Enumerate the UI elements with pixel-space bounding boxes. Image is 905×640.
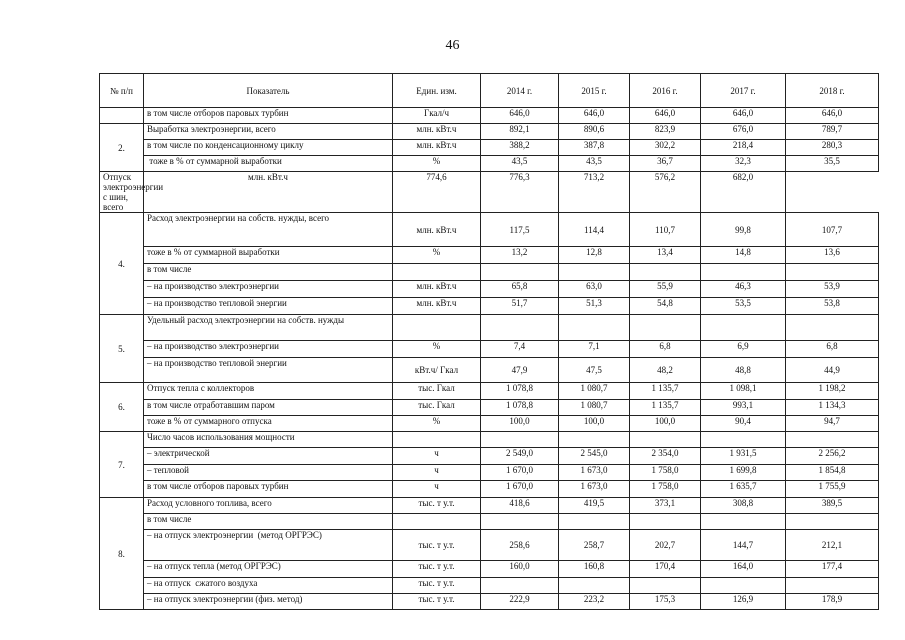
unit-cell: млн. кВт.ч (393, 124, 481, 140)
value-cell: 107,7 (786, 213, 879, 247)
value-cell: 94,7 (786, 416, 879, 432)
value-cell: 1 931,5 (701, 448, 786, 465)
indicators-table (99, 73, 879, 610)
value-cell: 1 758,0 (630, 465, 701, 481)
value-cell: 302,2 (630, 140, 701, 156)
row-number-cell: 2. (100, 124, 144, 172)
value-cell: 44,9 (786, 358, 879, 383)
header-year: 2016 г. (630, 74, 701, 108)
value-cell: 32,3 (701, 156, 786, 172)
value-cell: 1 078,8 (481, 383, 559, 400)
value-cell: 1 758,0 (630, 481, 701, 498)
unit-cell: % (393, 341, 481, 358)
table-row (100, 156, 879, 172)
value-cell: 6,8 (630, 341, 701, 358)
unit-cell: % (393, 156, 481, 172)
value-cell: 676,0 (701, 124, 786, 140)
unit-cell: млн. кВт.ч (393, 281, 481, 298)
unit-cell: ч (393, 448, 481, 465)
indicator-cell: тоже в % от суммарной выработки (144, 156, 393, 172)
value-cell: 308,8 (701, 498, 786, 514)
value-cell: 47,5 (559, 358, 630, 383)
value-cell (786, 315, 879, 341)
table-row (100, 358, 879, 383)
header-year: 2014 г. (481, 74, 559, 108)
indicator-cell: – на производство электроэнергии (144, 281, 393, 298)
value-cell (786, 264, 879, 281)
value-cell: 164,0 (701, 561, 786, 578)
value-cell (701, 514, 786, 530)
table-row (100, 281, 879, 298)
value-cell: 1 854,8 (786, 465, 879, 481)
table-row (100, 481, 879, 498)
value-cell: 114,4 (559, 213, 630, 247)
value-cell: 110,7 (630, 213, 701, 247)
unit-cell (393, 514, 481, 530)
table-row (100, 341, 879, 358)
value-cell: 7,1 (559, 341, 630, 358)
value-cell: 117,5 (481, 213, 559, 247)
value-cell: 90,4 (701, 416, 786, 432)
value-cell: 223,2 (559, 594, 630, 610)
value-cell: 7,4 (481, 341, 559, 358)
header-year: 2015 г. (559, 74, 630, 108)
value-cell: 1 080,7 (559, 400, 630, 416)
value-cell: 36,7 (630, 156, 701, 172)
value-cell (701, 578, 786, 594)
value-cell (481, 315, 559, 341)
value-cell: 99,8 (701, 213, 786, 247)
indicator-cell: – на отпуск сжатого воздуха (144, 578, 393, 594)
value-cell: 1 098,1 (701, 383, 786, 400)
value-cell: 1 635,7 (701, 481, 786, 498)
value-cell: 1 078,8 (481, 400, 559, 416)
value-cell: 2 549,0 (481, 448, 559, 465)
value-cell (786, 432, 879, 448)
value-cell: 13,6 (786, 247, 879, 264)
value-cell: 100,0 (481, 416, 559, 432)
value-cell: 13,2 (481, 247, 559, 264)
value-cell: 1 198,2 (786, 383, 879, 400)
value-cell: 51,7 (481, 298, 559, 315)
value-cell: 258,6 (481, 530, 559, 561)
table-row (100, 530, 879, 561)
value-cell: 51,3 (559, 298, 630, 315)
unit-cell: тыс. т у.т. (393, 578, 481, 594)
value-cell: 646,0 (559, 108, 630, 124)
table-body (100, 108, 879, 610)
value-cell: 1 080,7 (559, 383, 630, 400)
value-cell: 35,5 (786, 156, 879, 172)
unit-cell: % (393, 247, 481, 264)
value-cell: 280,3 (786, 140, 879, 156)
value-cell (481, 578, 559, 594)
value-cell (630, 315, 701, 341)
value-cell (559, 514, 630, 530)
indicator-cell: в том числе отборов паровых турбин (144, 481, 393, 498)
value-cell: 46,3 (701, 281, 786, 298)
table-row (100, 400, 879, 416)
table-row (100, 416, 879, 432)
unit-cell: млн. кВт.ч (393, 213, 481, 247)
table-row (100, 140, 879, 156)
unit-cell: млн. кВт.ч (393, 298, 481, 315)
value-cell: 14,8 (701, 247, 786, 264)
value-cell: 258,7 (559, 530, 630, 561)
indicator-cell: тоже в % от суммарной выработки (144, 247, 393, 264)
unit-cell: тыс. т у.т. (393, 498, 481, 514)
value-cell (630, 264, 701, 281)
indicator-cell: в том числе отборов паровых турбин (144, 108, 393, 124)
value-cell: 55,9 (630, 281, 701, 298)
value-cell: 774,6 (393, 172, 481, 213)
value-cell (701, 264, 786, 281)
value-cell: 646,0 (701, 108, 786, 124)
indicator-cell: в том числе (144, 514, 393, 530)
indicator-cell: Расход условного топлива, всего (144, 498, 393, 514)
value-cell: 1 673,0 (559, 465, 630, 481)
value-cell: 177,4 (786, 561, 879, 578)
value-cell: 389,5 (786, 498, 879, 514)
value-cell: 53,8 (786, 298, 879, 315)
unit-cell: млн. кВт.ч (393, 140, 481, 156)
table-row (100, 514, 879, 530)
value-cell: 418,6 (481, 498, 559, 514)
row-number-cell (100, 108, 144, 124)
value-cell: 1 699,8 (701, 465, 786, 481)
row-number-cell: 7. (100, 432, 144, 498)
value-cell (481, 432, 559, 448)
value-cell: 48,2 (630, 358, 701, 383)
value-cell: 222,9 (481, 594, 559, 610)
header-indicator: Показатель (144, 74, 393, 108)
value-cell: 6,9 (701, 341, 786, 358)
indicator-cell: в том числе отработавшим паром (144, 400, 393, 416)
value-cell: 993,1 (701, 400, 786, 416)
value-cell (701, 432, 786, 448)
value-cell: 126,9 (701, 594, 786, 610)
table-row (100, 264, 879, 281)
indicator-cell (144, 315, 393, 341)
value-cell (559, 578, 630, 594)
header-num: № п/п (100, 74, 144, 108)
value-cell (481, 264, 559, 281)
value-cell: 48,8 (701, 358, 786, 383)
value-cell (559, 264, 630, 281)
table-row (100, 465, 879, 481)
value-cell: 646,0 (481, 108, 559, 124)
value-cell (630, 432, 701, 448)
table-row (100, 383, 879, 400)
value-cell: 387,8 (559, 140, 630, 156)
row-number-cell: 5. (100, 315, 144, 383)
unit-cell: тыс. Гкал (393, 383, 481, 400)
indicator-cell: Расход электроэнергии на собств. нужды, всего (144, 213, 393, 247)
row-number-cell: 6. (100, 383, 144, 432)
value-cell: 1 134,3 (786, 400, 879, 416)
indicator-cell: в том числе по конденсационному циклу (144, 140, 393, 156)
value-cell: 646,0 (786, 108, 879, 124)
table-row (100, 578, 879, 594)
value-cell: 144,7 (701, 530, 786, 561)
table-row (100, 498, 879, 514)
value-cell: 2 354,0 (630, 448, 701, 465)
indicator-cell: Выработка электроэнергии, всего (144, 124, 393, 140)
value-cell: 54,8 (630, 298, 701, 315)
value-cell: 100,0 (630, 416, 701, 432)
value-cell: 2 545,0 (559, 448, 630, 465)
indicator-cell: – на производство электроэнергии (144, 341, 393, 358)
value-cell: 1 673,0 (559, 481, 630, 498)
unit-cell: Гкал/ч (393, 108, 481, 124)
unit-cell: тыс. т у.т. (393, 530, 481, 561)
indicator-cell: в том числе (144, 264, 393, 281)
indicator-cell: – на отпуск электроэнергии (метод ОРГРЭС) (144, 530, 393, 561)
value-cell: 175,3 (630, 594, 701, 610)
value-cell: 63,0 (559, 281, 630, 298)
table-row (100, 432, 879, 448)
value-cell: 160,0 (481, 561, 559, 578)
table-row (100, 108, 879, 124)
indicator-text: Удельный расход электроэнергии на собств. нужды (147, 315, 345, 325)
table-row (100, 298, 879, 315)
value-cell (701, 315, 786, 341)
unit-cell: млн. кВт.ч (144, 172, 393, 213)
value-cell: 789,7 (786, 124, 879, 140)
value-cell: 2 256,2 (786, 448, 879, 465)
value-cell: 218,4 (701, 140, 786, 156)
value-cell: 776,3 (481, 172, 559, 213)
unit-cell: % (393, 416, 481, 432)
indicator-cell: Отпуск тепла с коллекторов (144, 383, 393, 400)
unit-cell: тыс. т у.т. (393, 594, 481, 610)
table-row (100, 561, 879, 578)
row-number-cell: 8. (100, 498, 144, 610)
value-cell (559, 432, 630, 448)
value-cell: 178,9 (786, 594, 879, 610)
unit-cell: тыс. т у.т. (393, 561, 481, 578)
value-cell: 212,1 (786, 530, 879, 561)
table-row (100, 448, 879, 465)
value-cell: 100,0 (559, 416, 630, 432)
header-year: 2018 г. (786, 74, 879, 108)
unit-cell: тыс. Гкал (393, 400, 481, 416)
indicator-cell: – на отпуск электроэнергии (физ. метод) (144, 594, 393, 610)
indicator-cell: – на отпуск тепла (метод ОРГРЭС) (144, 561, 393, 578)
table-row (100, 124, 879, 140)
value-cell: 388,2 (481, 140, 559, 156)
value-cell: 43,5 (559, 156, 630, 172)
unit-cell (393, 432, 481, 448)
value-cell: 890,6 (559, 124, 630, 140)
row-number-cell: 4. (100, 213, 144, 315)
page-number: 46 (445, 38, 460, 53)
value-cell: 65,8 (481, 281, 559, 298)
unit-cell: кВт.ч/ Гкал (393, 358, 481, 383)
indicator-cell: – электрической (144, 448, 393, 465)
value-cell (630, 578, 701, 594)
value-cell: 47,9 (481, 358, 559, 383)
value-cell: 160,8 (559, 561, 630, 578)
table-row (100, 315, 879, 341)
value-cell: 1 670,0 (481, 481, 559, 498)
unit-cell (393, 315, 481, 341)
value-cell: 1 755,9 (786, 481, 879, 498)
value-cell: 646,0 (630, 108, 701, 124)
value-cell: 13,4 (630, 247, 701, 264)
indicator-cell: тоже в % от суммарного отпуска (144, 416, 393, 432)
indicator-cell: – тепловой (144, 465, 393, 481)
header-unit: Един. изм. (393, 74, 481, 108)
unit-cell (393, 264, 481, 281)
unit-cell: ч (393, 481, 481, 498)
value-cell: 202,7 (630, 530, 701, 561)
value-cell (481, 514, 559, 530)
value-cell: 53,5 (701, 298, 786, 315)
table-row (100, 213, 879, 247)
value-cell: 1 135,7 (630, 383, 701, 400)
value-cell: 53,9 (786, 281, 879, 298)
header-year: 2017 г. (701, 74, 786, 108)
value-cell: 170,4 (630, 561, 701, 578)
value-cell: 682,0 (701, 172, 786, 213)
value-cell (559, 315, 630, 341)
indicator-cell: – на производство тепловой энергии (144, 358, 393, 383)
table-row (100, 594, 879, 610)
value-cell: 373,1 (630, 498, 701, 514)
value-cell: 713,2 (559, 172, 630, 213)
table-row (100, 172, 879, 213)
value-cell (630, 514, 701, 530)
value-cell: 823,9 (630, 124, 701, 140)
indicator-cell: Число часов использования мощности (144, 432, 393, 448)
indicator-cell: – на производство тепловой энергии (144, 298, 393, 315)
value-cell: 1 135,7 (630, 400, 701, 416)
value-cell: 576,2 (630, 172, 701, 213)
value-cell: 1 670,0 (481, 465, 559, 481)
value-cell (786, 578, 879, 594)
value-cell: 6,8 (786, 341, 879, 358)
unit-cell: ч (393, 465, 481, 481)
value-cell: 43,5 (481, 156, 559, 172)
table-header-row (100, 74, 879, 108)
value-cell: 892,1 (481, 124, 559, 140)
table-row (100, 247, 879, 264)
value-cell (786, 514, 879, 530)
indicator-cell: Отпуск электроэнергии с шин, всего (100, 172, 144, 213)
value-cell: 419,5 (559, 498, 630, 514)
value-cell: 12,8 (559, 247, 630, 264)
